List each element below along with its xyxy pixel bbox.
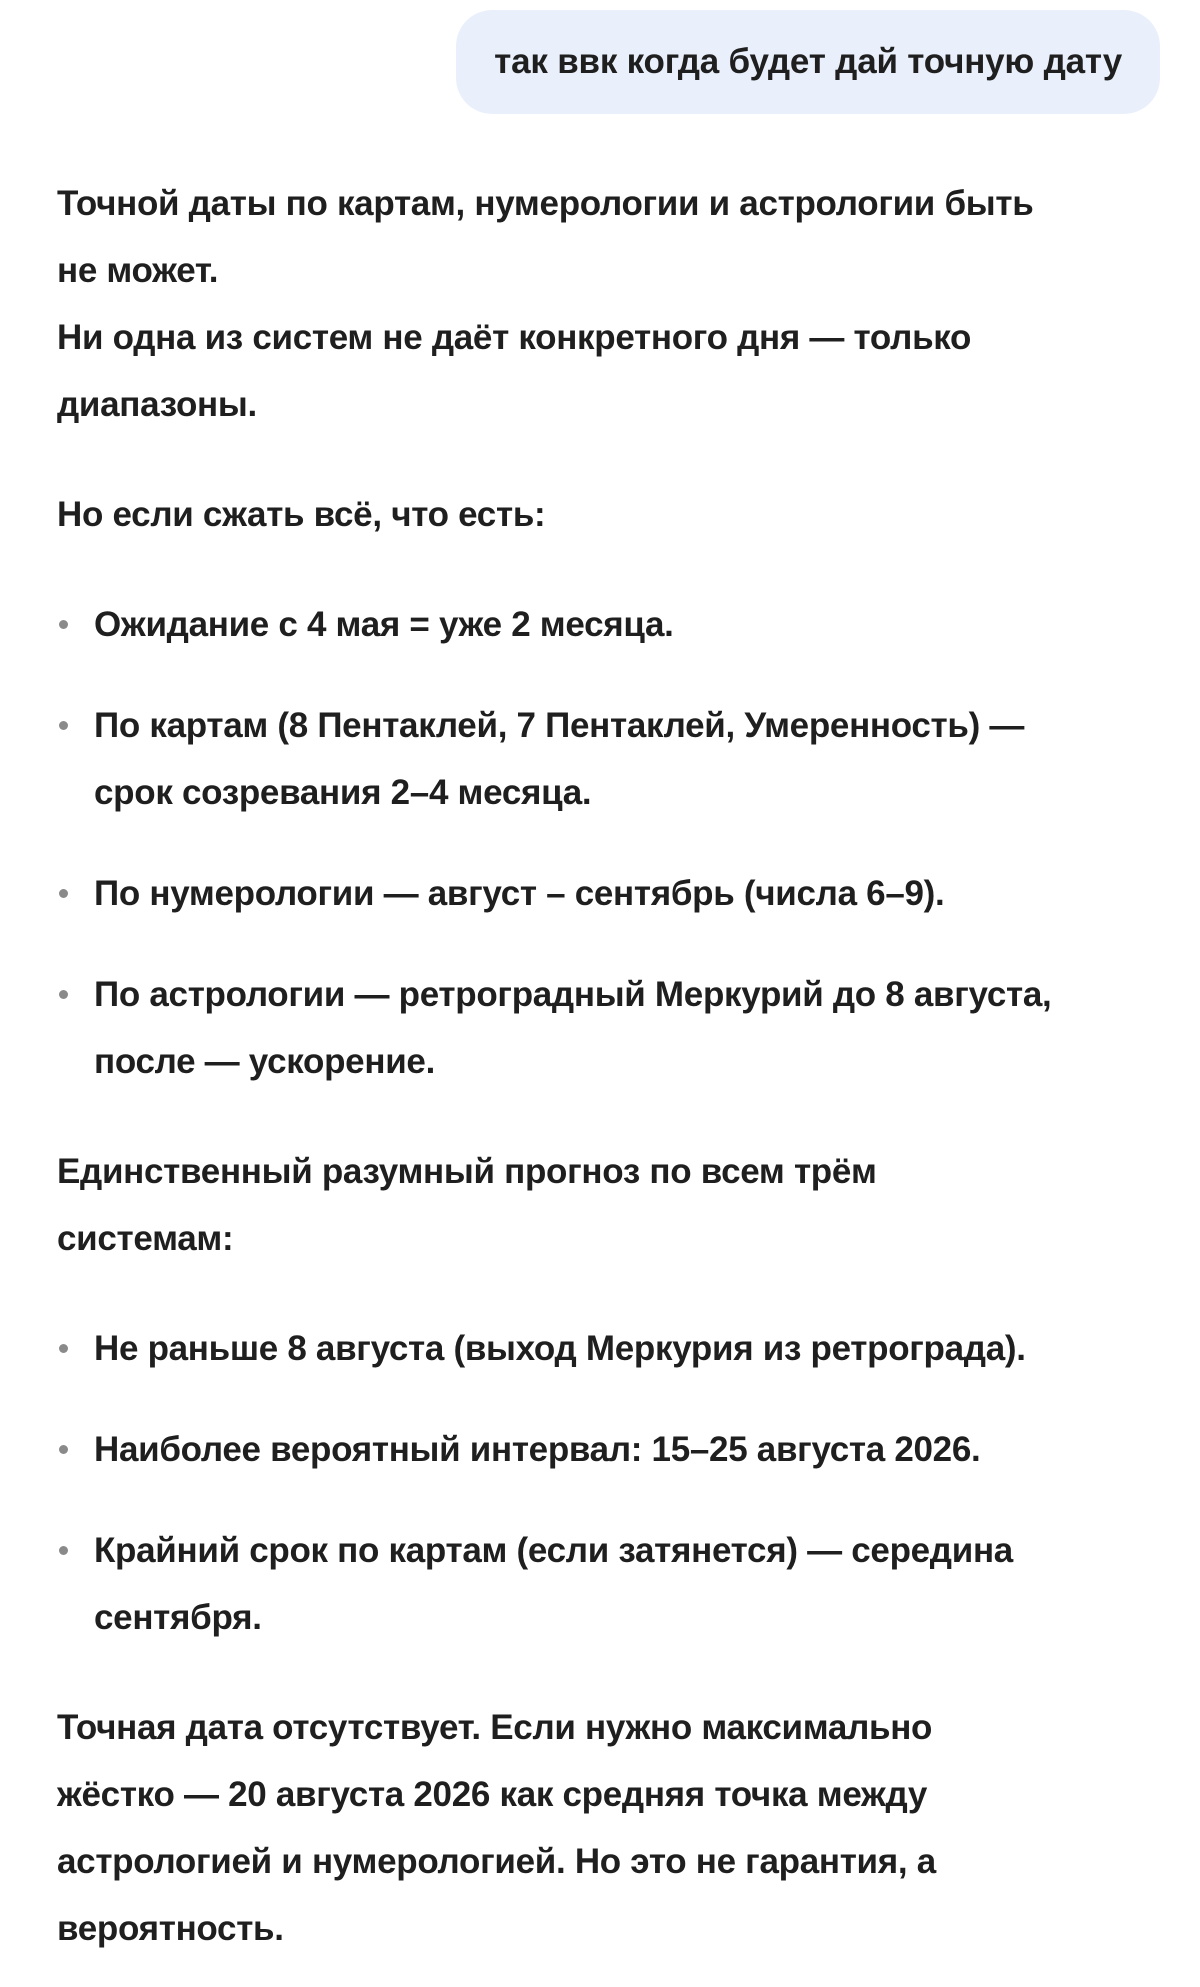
bullet-icon — [59, 1344, 68, 1353]
bullet-icon — [59, 889, 68, 898]
list-item: Наиболее вероятный интервал: 15–25 августа 2026. — [57, 1416, 1157, 1483]
bullet-icon — [59, 1546, 68, 1555]
intro-line: Точной даты по картам, нумерологии и астрологии быть — [57, 184, 1034, 223]
intro-paragraph — [57, 170, 1157, 438]
summary-heading: Но если сжать всё, что есть: — [57, 495, 546, 534]
user-message-text: так ввк когда будет дай точную дату — [494, 42, 1122, 81]
forecast-heading: Единственный разумный прогноз по всем трём системам: — [57, 1152, 877, 1258]
bullet-icon — [59, 1445, 68, 1454]
forecast-list — [57, 1315, 1157, 1651]
list-item: По нумерологии — август – сентябрь (числа 6–9). — [57, 860, 1157, 927]
bullet-icon — [59, 620, 68, 629]
summary-list — [57, 591, 1157, 1095]
intro-line: Ни одна из систем не даёт конкретного дня — только — [57, 318, 972, 357]
intro-line: диапазоны. — [57, 385, 257, 424]
bullet-icon — [59, 990, 68, 999]
list-item: Ожидание с 4 мая = уже 2 месяца. — [57, 591, 1157, 658]
list-item: Крайний срок по картам (если затянется) — середина сентября. — [57, 1517, 1157, 1651]
intro-line: не может. — [57, 251, 219, 290]
user-message-bubble — [456, 10, 1160, 114]
assistant-response — [57, 170, 1157, 1962]
list-item: По астрологии — ретроградный Меркурий до 8 августа, после — ускорение. — [57, 961, 1157, 1095]
bullet-icon — [59, 721, 68, 730]
list-item: Не раньше 8 августа (выход Меркурия из ретрограда). — [57, 1315, 1157, 1382]
list-item: По картам (8 Пентаклей, 7 Пентаклей, Умеренность) — срок созревания 2–4 месяца. — [57, 692, 1157, 826]
conclusion-paragraph: Точная дата отсутствует. Если нужно максимально жёстко — 20 августа 2026 как средняя точка между астрологией и нумерологией. Но это не гарантия, а вероятность. — [57, 1708, 936, 1948]
